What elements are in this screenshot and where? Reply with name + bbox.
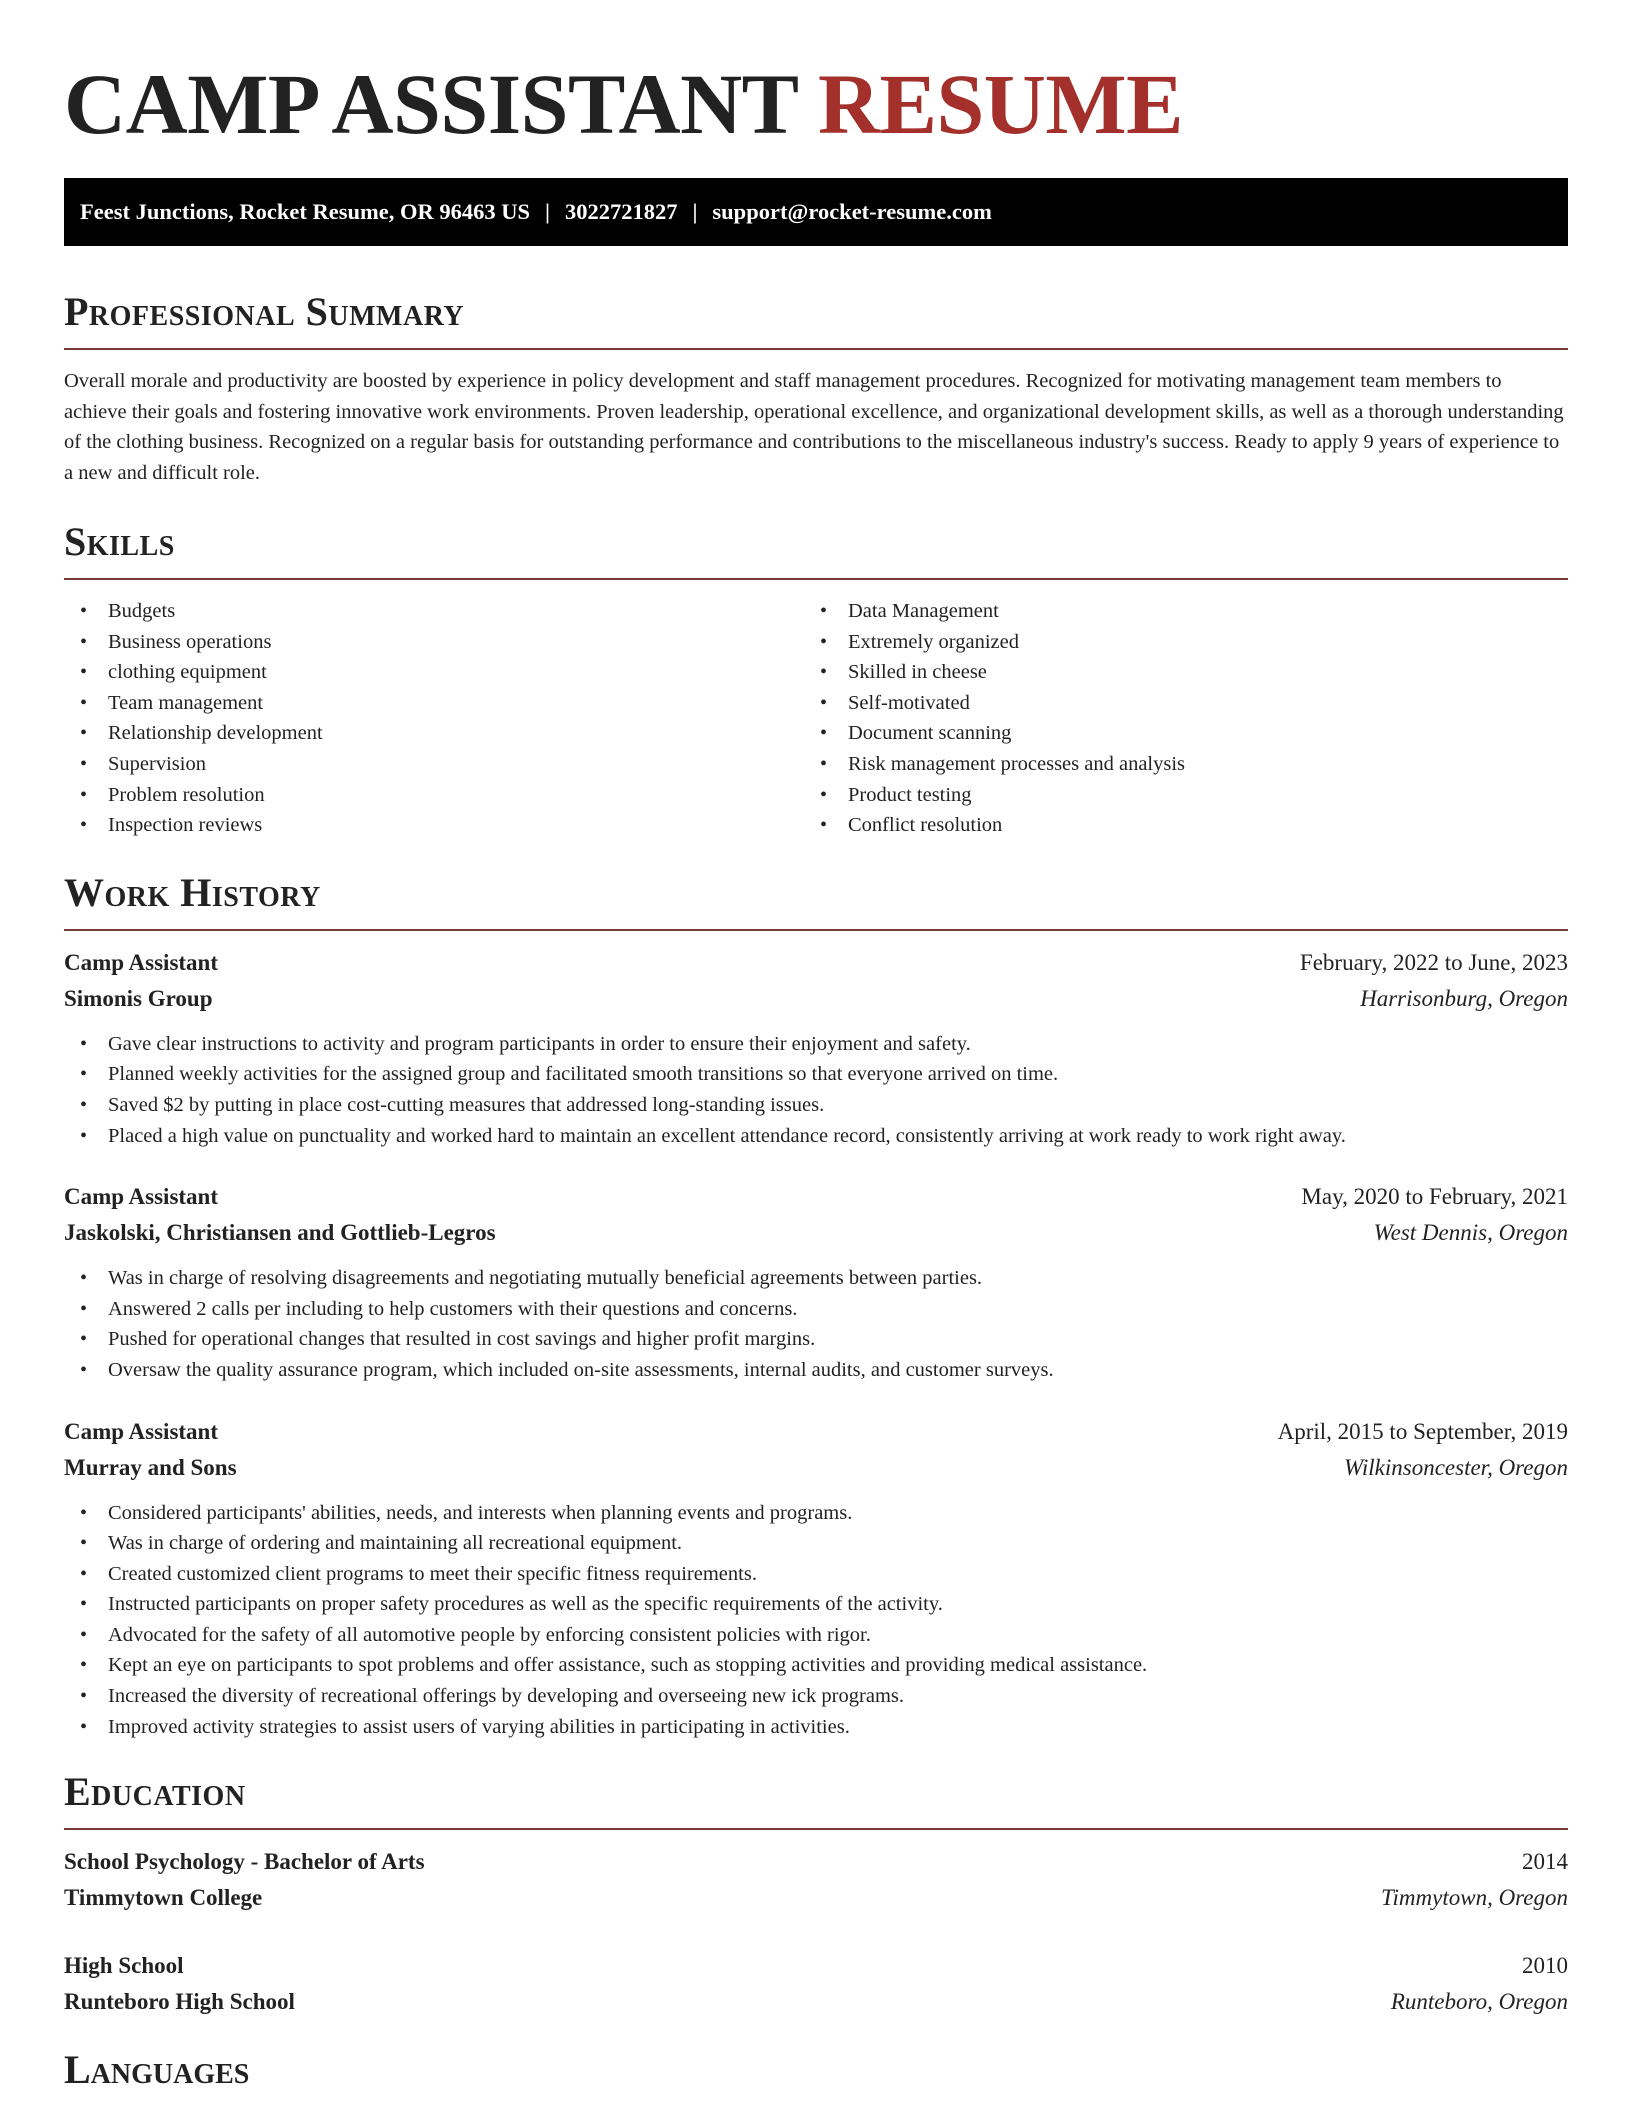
job-company: Simonis Group — [64, 985, 213, 1011]
skill-item: • Skilled in cheese — [804, 657, 1544, 688]
job-bullets — [64, 1498, 1568, 1743]
education-section — [64, 1768, 1568, 2020]
job-header-row — [64, 945, 1568, 981]
contact-address: Feest Junctions, Rocket Resume, OR 96463 US — [80, 199, 530, 224]
skill-item: • Problem resolution — [64, 780, 804, 811]
job-bullet: • Created customized client programs to meet their specific fitness requirements. — [64, 1559, 1568, 1590]
job-company: Murray and Sons — [64, 1454, 237, 1480]
education-degree-row — [64, 1844, 1568, 1880]
summary-section — [64, 288, 1568, 488]
resume-page — [64, 0, 1568, 2094]
skills-section — [64, 518, 1568, 841]
skill-item: • Conflict resolution — [804, 810, 1544, 841]
job-company-row — [64, 1215, 1568, 1251]
job-dates: April, 2015 to September, 2019 — [1277, 1418, 1568, 1444]
job-bullet: • Improved activity strategies to assist users of varying abilities in participating in activities. — [64, 1712, 1568, 1743]
job-location: Wilkinsoncester, Oregon — [1343, 1454, 1568, 1480]
skill-item: • Supervision — [64, 749, 804, 780]
job-company-row — [64, 981, 1568, 1017]
job-title: Camp Assistant — [64, 949, 219, 975]
education-degree-row — [64, 1948, 1568, 1984]
skill-item: • clothing equipment — [64, 657, 804, 688]
skills-heading: Skills — [64, 518, 1568, 580]
education-school-row — [64, 1984, 1568, 2020]
job-bullet: • Kept an eye on participants to spot problems and offer assistance, such as stopping activities and providing medical assistance. — [64, 1650, 1568, 1681]
education-school-row — [64, 1880, 1568, 1916]
summary-text: Overall morale and productivity are boosted by experience in policy development and staff management procedures. Recognized for motivating management team members to achieve their goals and fostering innovative work environments. Proven leadership, operational excellence, and organizational development skills, as well as a thorough understanding of the clothing business. Recognized on a regular basis for outstanding performance and contributions to the miscellaneous industry's success. Ready to apply 9 years of experience to a new and difficult role. — [64, 370, 1564, 484]
job-company: Jaskolski, Christiansen and Gottlieb-Legros — [64, 1220, 496, 1246]
work-history-heading: Work History — [64, 869, 1568, 931]
job-bullet: • Considered participants' abilities, needs, and interests when planning events and programs. — [64, 1498, 1568, 1529]
job-bullet: • Planned weekly activities for the assigned group and facilitated smooth transitions so that everyone arrived on time. — [64, 1059, 1568, 1090]
contact-email: support@rocket-resume.com — [712, 199, 992, 224]
job-bullet: • Saved $2 by putting in place cost-cutting measures that addressed long-standing issues. — [64, 1090, 1568, 1121]
job-header-row — [64, 1179, 1568, 1215]
skills-column-left — [64, 596, 804, 841]
job-bullet: • Pushed for operational changes that resulted in cost savings and higher profit margins. — [64, 1324, 1568, 1355]
work-history-section — [64, 869, 1568, 1743]
job-title: Camp Assistant — [64, 1184, 219, 1210]
contact-separator: | — [692, 199, 698, 224]
contact-phone: 3022721827 — [564, 199, 678, 224]
education-location: Timmytown, Oregon — [1381, 1885, 1568, 1911]
education-heading: Education — [64, 1768, 1568, 1830]
job-bullets — [64, 1263, 1568, 1385]
education-degree: High School — [64, 1953, 184, 1979]
job-bullet: • Oversaw the quality assurance program, which included on-site assessments, internal audits, and customer surveys. — [64, 1355, 1568, 1386]
job-title: Camp Assistant — [64, 1418, 219, 1444]
job-bullet: • Answered 2 calls per including to help customers with their questions and concerns. — [64, 1294, 1568, 1325]
education-location: Runteboro, Oregon — [1390, 1989, 1568, 2015]
skill-item: • Extremely organized — [804, 627, 1544, 658]
skill-item: • Budgets — [64, 596, 804, 627]
skill-item: • Team management — [64, 688, 804, 719]
job-entry — [64, 945, 1568, 1151]
education-school: Timmytown College — [64, 1885, 263, 1911]
skill-item: • Inspection reviews — [64, 810, 804, 841]
job-location: West Dennis, Oregon — [1373, 1220, 1568, 1246]
job-bullet: • Instructed participants on proper safety procedures as well as the specific requirements of the activity. — [64, 1589, 1568, 1620]
title-accent: RESUME — [818, 56, 1183, 152]
job-bullet: • Advocated for the safety of all automotive people by enforcing consistent policies with rigor. — [64, 1620, 1568, 1651]
job-dates: May, 2020 to February, 2021 — [1301, 1184, 1568, 1210]
skill-item: • Document scanning — [804, 718, 1544, 749]
title-main: CAMP ASSISTANT — [64, 56, 797, 152]
job-location: Harrisonburg, Oregon — [1360, 985, 1568, 1011]
education-entry — [64, 1844, 1568, 1916]
skill-item: • Relationship development — [64, 718, 804, 749]
job-bullets — [64, 1029, 1568, 1151]
job-entry — [64, 1414, 1568, 1743]
job-bullet: • Was in charge of ordering and maintaining all recreational equipment. — [64, 1528, 1568, 1559]
job-bullet: • Was in charge of resolving disagreements and negotiating mutually beneficial agreements between parties. — [64, 1263, 1568, 1294]
skill-item: • Business operations — [64, 627, 804, 658]
resume-title — [64, 56, 1568, 152]
job-company-row — [64, 1450, 1568, 1486]
job-entry — [64, 1179, 1568, 1385]
education-school: Runteboro High School — [64, 1989, 295, 2015]
job-header-row — [64, 1414, 1568, 1450]
summary-heading: Professional Summary — [64, 288, 1568, 350]
skills-grid — [64, 596, 1568, 841]
skills-column-right — [804, 596, 1544, 841]
skill-item: • Self-motivated — [804, 688, 1544, 719]
contact-bar — [64, 178, 1568, 246]
education-year: 2010 — [1522, 1953, 1568, 1979]
languages-heading: Languages — [64, 2047, 250, 2093]
job-bullet: • Placed a high value on punctuality and worked hard to maintain an excellent attendance record, consistently arriving at work ready to work right away. — [64, 1121, 1568, 1152]
skill-item: • Risk management processes and analysis — [804, 749, 1544, 780]
education-year: 2014 — [1522, 1849, 1568, 1875]
job-bullet: • Gave clear instructions to activity and program participants in order to ensure their enjoyment and safety. — [64, 1029, 1568, 1060]
skill-item: • Product testing — [804, 780, 1544, 811]
contact-separator: | — [544, 199, 550, 224]
education-entry — [64, 1948, 1568, 2020]
job-dates: February, 2022 to June, 2023 — [1299, 949, 1568, 975]
job-bullet: • Increased the diversity of recreational offerings by developing and overseeing new ick programs. — [64, 1681, 1568, 1712]
education-degree: School Psychology - Bachelor of Arts — [64, 1849, 425, 1875]
skill-item: • Data Management — [804, 596, 1544, 627]
